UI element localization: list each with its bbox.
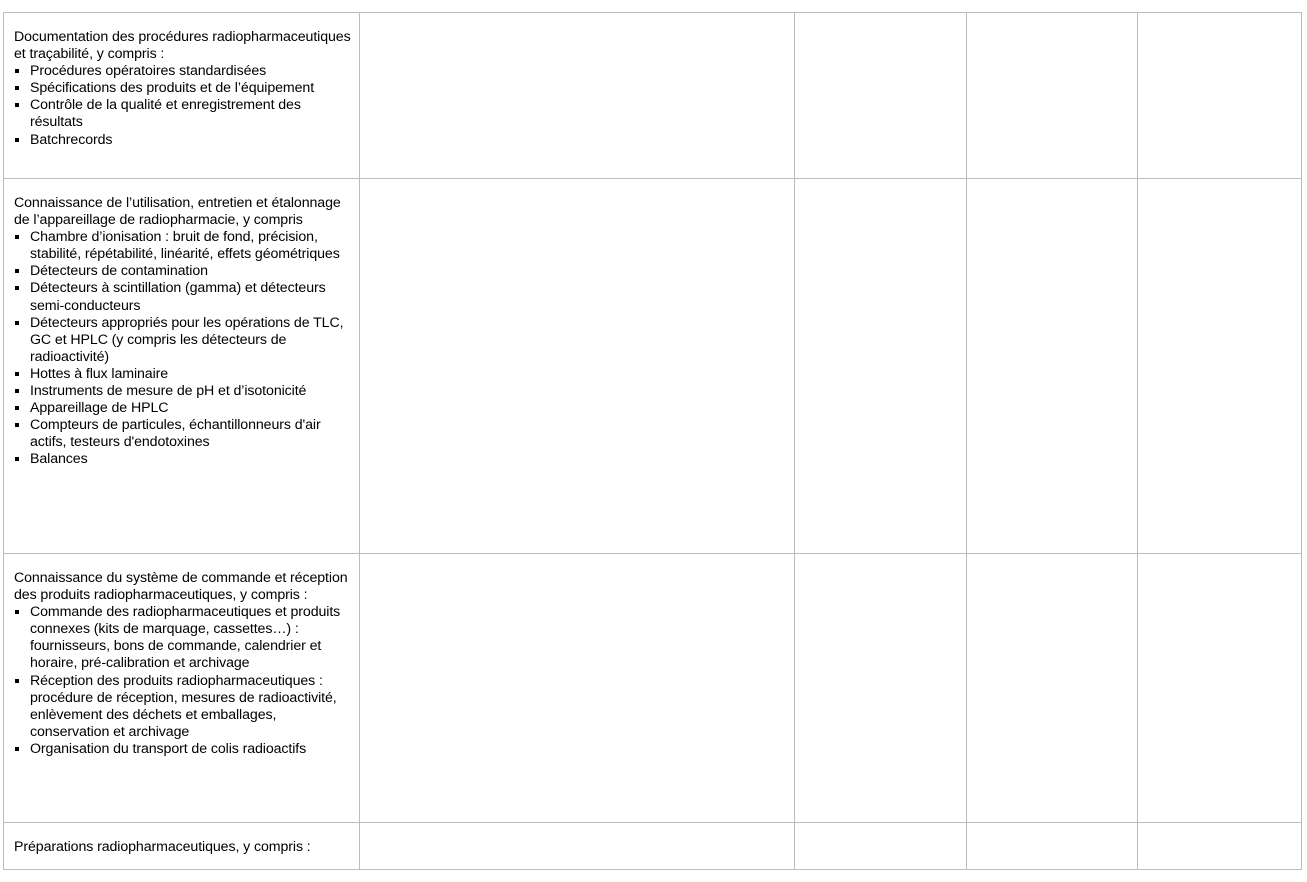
- list-item: Spécifications des produits et de l’équipement: [14, 80, 351, 97]
- bullet-list: [14, 63, 351, 148]
- list-item: Contrôle de la qualité et enregistrement des résultats: [14, 97, 351, 131]
- row-intro-text: Préparations radiopharmaceutiques, y compris :: [14, 839, 311, 855]
- list-item: Détecteurs de contamination: [14, 263, 351, 280]
- list-item: Détecteurs à scintillation (gamma) et détecteurs semi-conducteurs: [14, 280, 351, 314]
- list-item: Commande des radiopharmaceutiques et produits connexes (kits de marquage, cassettes…) : fournisseurs, bons de commande, calendrier et horaire, pré-calibration et archivage: [14, 604, 351, 672]
- empty-cell: [360, 554, 795, 823]
- table-row: [4, 823, 1302, 870]
- row-intro-text: Documentation des procédures radiopharmaceutiques et traçabilité, y compris :: [14, 29, 351, 63]
- list-item: Détecteurs appropriés pour les opérations de TLC, GC et HPLC (y compris les détecteurs de radioactivité): [14, 315, 351, 366]
- table-row: [4, 13, 1302, 179]
- empty-cell: [795, 823, 967, 870]
- list-item: Procédures opératoires standardisées: [14, 63, 351, 80]
- list-item: Compteurs de particules, échantillonneurs d'air actifs, testeurs d'endotoxines: [14, 417, 351, 451]
- bullet-list: [14, 604, 351, 758]
- empty-cell: [1138, 823, 1302, 870]
- description-cell: [4, 554, 360, 823]
- table-row: [4, 554, 1302, 823]
- empty-cell: [1138, 179, 1302, 554]
- list-item: Hottes à flux laminaire: [14, 366, 351, 383]
- description-cell: [4, 13, 360, 179]
- list-item: Réception des produits radiopharmaceutiques : procédure de réception, mesures de radioactivité, enlèvement des déchets et emballages, conservation et archivage: [14, 673, 351, 741]
- empty-cell: [967, 179, 1138, 554]
- empty-cell: [795, 13, 967, 179]
- empty-cell: [967, 13, 1138, 179]
- description-cell: [4, 823, 360, 870]
- competency-table: [3, 12, 1302, 870]
- row-intro-text: Connaissance de l’utilisation, entretien et étalonnage de l’appareillage de radiopharmacie, y compris: [14, 195, 341, 229]
- list-item: Appareillage de HPLC: [14, 400, 351, 417]
- empty-cell: [967, 823, 1138, 870]
- description-cell: [4, 179, 360, 554]
- list-item: Balances: [14, 451, 351, 468]
- empty-cell: [360, 13, 795, 179]
- row-intro-text: Connaissance du système de commande et réception des produits radiopharmaceutiques, y compris :: [14, 570, 348, 604]
- list-item: Batchrecords: [14, 132, 351, 149]
- empty-cell: [1138, 13, 1302, 179]
- empty-cell: [967, 554, 1138, 823]
- list-item: Chambre d’ionisation : bruit de fond, précision, stabilité, répétabilité, linéarité, effets géométriques: [14, 229, 351, 263]
- empty-cell: [795, 554, 967, 823]
- list-item: Organisation du transport de colis radioactifs: [14, 741, 351, 758]
- list-item: Instruments de mesure de pH et d’isotonicité: [14, 383, 351, 400]
- empty-cell: [360, 179, 795, 554]
- empty-cell: [1138, 554, 1302, 823]
- bullet-list: [14, 229, 351, 468]
- empty-cell: [795, 179, 967, 554]
- empty-cell: [360, 823, 795, 870]
- table-row: [4, 179, 1302, 554]
